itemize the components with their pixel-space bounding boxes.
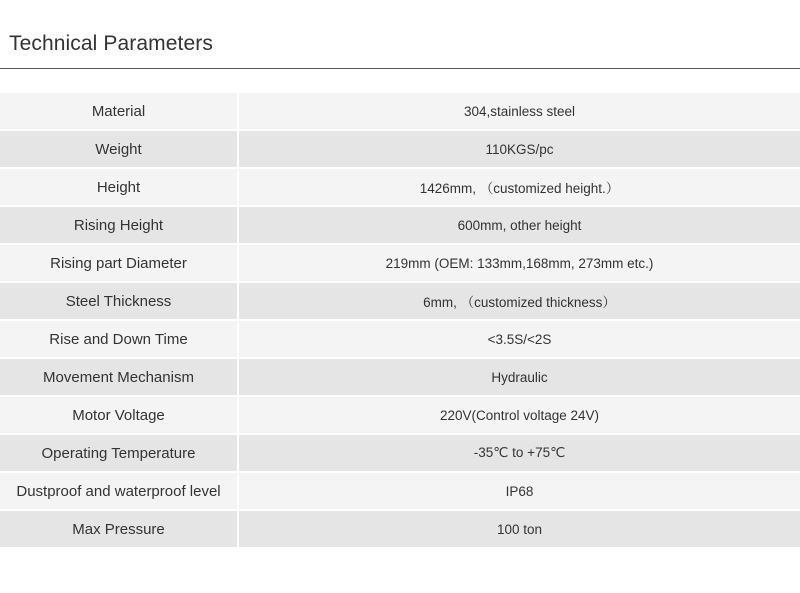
parameter-value: 219mm (OEM: 133mm,168mm, 273mm etc.) bbox=[239, 245, 800, 283]
table-row bbox=[0, 131, 800, 169]
parameter-value: -35℃ to +75℃ bbox=[239, 435, 800, 473]
table-row bbox=[0, 283, 800, 321]
parameter-name: Steel Thickness bbox=[0, 283, 239, 321]
parameter-value: 220V(Control voltage 24V) bbox=[239, 397, 800, 435]
parameter-name: Max Pressure bbox=[0, 511, 239, 549]
parameter-name: Rising part Diameter bbox=[0, 245, 239, 283]
parameter-name: Rising Height bbox=[0, 207, 239, 245]
parameter-value: 1426mm, （customized height.） bbox=[239, 169, 800, 207]
table-row bbox=[0, 511, 800, 549]
parameter-name: Height bbox=[0, 169, 239, 207]
parameter-name: Weight bbox=[0, 131, 239, 169]
table-row bbox=[0, 207, 800, 245]
parameter-value: 600mm, other height bbox=[239, 207, 800, 245]
table-row bbox=[0, 473, 800, 511]
parameter-value: Hydraulic bbox=[239, 359, 800, 397]
table-row bbox=[0, 435, 800, 473]
parameter-value: <3.5S/<2S bbox=[239, 321, 800, 359]
table-row bbox=[0, 245, 800, 283]
parameter-name: Material bbox=[0, 93, 239, 131]
table-row bbox=[0, 397, 800, 435]
parameter-name: Motor Voltage bbox=[0, 397, 239, 435]
parameter-value: IP68 bbox=[239, 473, 800, 511]
page-title: Technical Parameters bbox=[9, 32, 213, 55]
title-divider bbox=[0, 68, 800, 69]
technical-parameters-table bbox=[0, 93, 800, 549]
table-row bbox=[0, 359, 800, 397]
parameter-value: 100 ton bbox=[239, 511, 800, 549]
table-row bbox=[0, 93, 800, 131]
parameter-value: 110KGS/pc bbox=[239, 131, 800, 169]
table-row bbox=[0, 321, 800, 359]
parameter-name: Operating Temperature bbox=[0, 435, 239, 473]
parameter-value: 304,stainless steel bbox=[239, 93, 800, 131]
parameter-value: 6mm, （customized thickness） bbox=[239, 283, 800, 321]
parameter-name: Dustproof and waterproof level bbox=[0, 473, 239, 511]
table-row bbox=[0, 169, 800, 207]
parameter-name: Rise and Down Time bbox=[0, 321, 239, 359]
parameter-name: Movement Mechanism bbox=[0, 359, 239, 397]
